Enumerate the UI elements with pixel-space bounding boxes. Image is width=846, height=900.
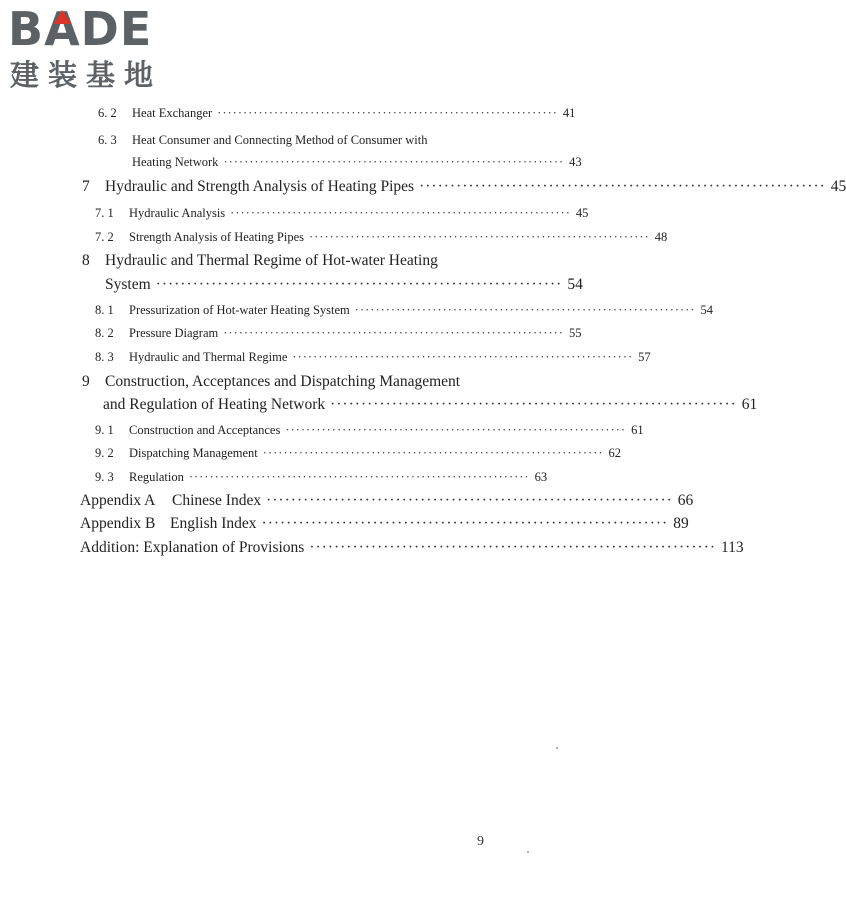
toc-entry-6-3-continued	[132, 155, 582, 170]
toc-page-number: 45	[830, 178, 846, 195]
toc-chapter-7	[82, 178, 846, 196]
toc-entry-title: Heat Exchanger	[132, 106, 213, 120]
toc-page-number: 61	[631, 423, 644, 437]
dot-leader: ··································································	[188, 470, 530, 484]
toc-entry-6-2	[98, 106, 576, 121]
toc-entry-8-2	[95, 326, 582, 341]
toc-appendix-a	[80, 492, 694, 510]
dot-leader: ··································································	[230, 206, 571, 220]
toc-page-number: 63	[534, 470, 548, 484]
toc-entry-number: 7. 1	[95, 206, 114, 220]
toc-chapter-number: 8	[82, 252, 90, 269]
logo-letter-a: A	[44, 2, 81, 56]
toc-chapter-number: 7	[82, 178, 90, 195]
toc-appendix-title: Chinese Index	[172, 492, 262, 509]
toc-appendix-label: Appendix A	[80, 492, 156, 509]
toc-entry-title: Construction and Acceptances	[129, 423, 281, 437]
toc-entry-title: Pressurization of Hot-water Heating System	[129, 303, 350, 317]
toc-chapter-8	[82, 252, 504, 270]
toc-page-number: 54	[567, 276, 583, 293]
dot-leader: ··································································	[261, 515, 669, 532]
toc-chapter-8-continued	[105, 276, 583, 294]
toc-addition-title: Addition: Explanation of Provisions	[80, 539, 305, 556]
toc-entry-number: 8. 3	[95, 350, 114, 364]
toc-entry-title: Regulation	[129, 470, 184, 484]
logo-letters-de: DE	[80, 2, 153, 56]
logo-subtitle: 建装基地	[10, 58, 163, 92]
toc-entry-8-1	[95, 303, 714, 318]
toc-page-number: 61	[741, 396, 758, 413]
toc-entry-number: 9. 2	[95, 446, 114, 460]
toc-chapter-number: 9	[82, 373, 90, 390]
toc-chapter-title-continued: System	[105, 276, 151, 293]
toc-appendix-b	[80, 515, 689, 533]
toc-entry-6-3	[98, 133, 504, 148]
dot-leader: ··································································	[292, 350, 634, 364]
toc-chapter-title: Hydraulic and Strength Analysis of Heating Pipes	[105, 178, 415, 195]
toc-entry-title-continued: Heating Network	[132, 155, 219, 169]
toc-entry-number: 8. 1	[95, 303, 114, 317]
page-number-folio: 9	[477, 834, 484, 849]
dot-leader: ··································································	[419, 178, 826, 195]
toc-addition	[80, 539, 744, 557]
toc-entry-number: 9. 3	[95, 470, 114, 484]
toc-chapter-9-continued	[103, 396, 758, 414]
toc-entry-title: Heat Consumer and Connecting Method of Consumer with	[132, 133, 428, 147]
toc-appendix-label: Appendix B	[80, 515, 156, 532]
toc-entry-number: 7. 2	[95, 230, 114, 244]
dot-leader: ··································································	[217, 106, 558, 120]
toc-page-number: 43	[569, 155, 582, 169]
toc-entry-7-2	[95, 230, 668, 245]
dot-leader: ··································································	[266, 492, 673, 509]
toc-page-number: 54	[700, 303, 714, 317]
dot-leader: ··································································	[354, 303, 696, 317]
toc-entry-title: Hydraulic Analysis	[129, 206, 226, 220]
toc-entry-title: Hydraulic and Thermal Regime	[129, 350, 288, 364]
dot-leader: ··································································	[262, 446, 604, 460]
toc-page-number: 45	[575, 206, 589, 220]
logo-letter-b: B	[8, 2, 45, 56]
toc-chapter-title: Construction, Acceptances and Dispatching Management	[105, 373, 461, 390]
scan-speck	[556, 747, 558, 749]
toc-entry-9-2	[95, 446, 622, 461]
toc-page-number: 89	[673, 515, 689, 532]
toc-page-number: 48	[654, 230, 668, 244]
toc-entry-9-1	[95, 423, 644, 438]
toc-page-number: 62	[608, 446, 622, 460]
toc-entry-title: Strength Analysis of Heating Pipes	[129, 230, 304, 244]
dot-leader: ··································································	[223, 155, 565, 169]
toc-entry-9-3	[95, 470, 548, 485]
toc-page-number: 57	[638, 350, 651, 364]
toc-chapter-title-continued: and Regulation of Heating Network	[103, 396, 326, 413]
toc-entry-number: 6. 3	[98, 133, 117, 147]
dot-leader: ··································································	[330, 396, 737, 413]
scan-speck	[527, 851, 529, 853]
toc-entry-8-3	[95, 350, 651, 365]
toc-page-number: 55	[568, 326, 582, 340]
dot-leader: ··································································	[155, 276, 563, 293]
toc-page-number: 66	[677, 492, 694, 509]
toc-chapter-title: Hydraulic and Thermal Regime of Hot-water Heating	[105, 252, 438, 269]
toc-entry-title: Dispatching Management	[129, 446, 258, 460]
toc-appendix-title: English Index	[170, 515, 257, 532]
toc-page-number: 113	[720, 539, 744, 556]
dot-leader: ··································································	[309, 230, 650, 244]
dot-leader: ··································································	[309, 539, 716, 556]
toc-chapter-9	[82, 373, 504, 391]
toc-entry-number: 6. 2	[98, 106, 117, 120]
toc-page-number: 41	[562, 106, 576, 120]
toc-entry-number: 8. 2	[95, 326, 114, 340]
toc-entry-title: Pressure Diagram	[129, 326, 219, 340]
dot-leader: ··································································	[285, 423, 627, 437]
toc-entry-7-1	[95, 206, 589, 221]
dot-leader: ··································································	[223, 326, 564, 340]
toc-entry-number: 9. 1	[95, 423, 114, 437]
